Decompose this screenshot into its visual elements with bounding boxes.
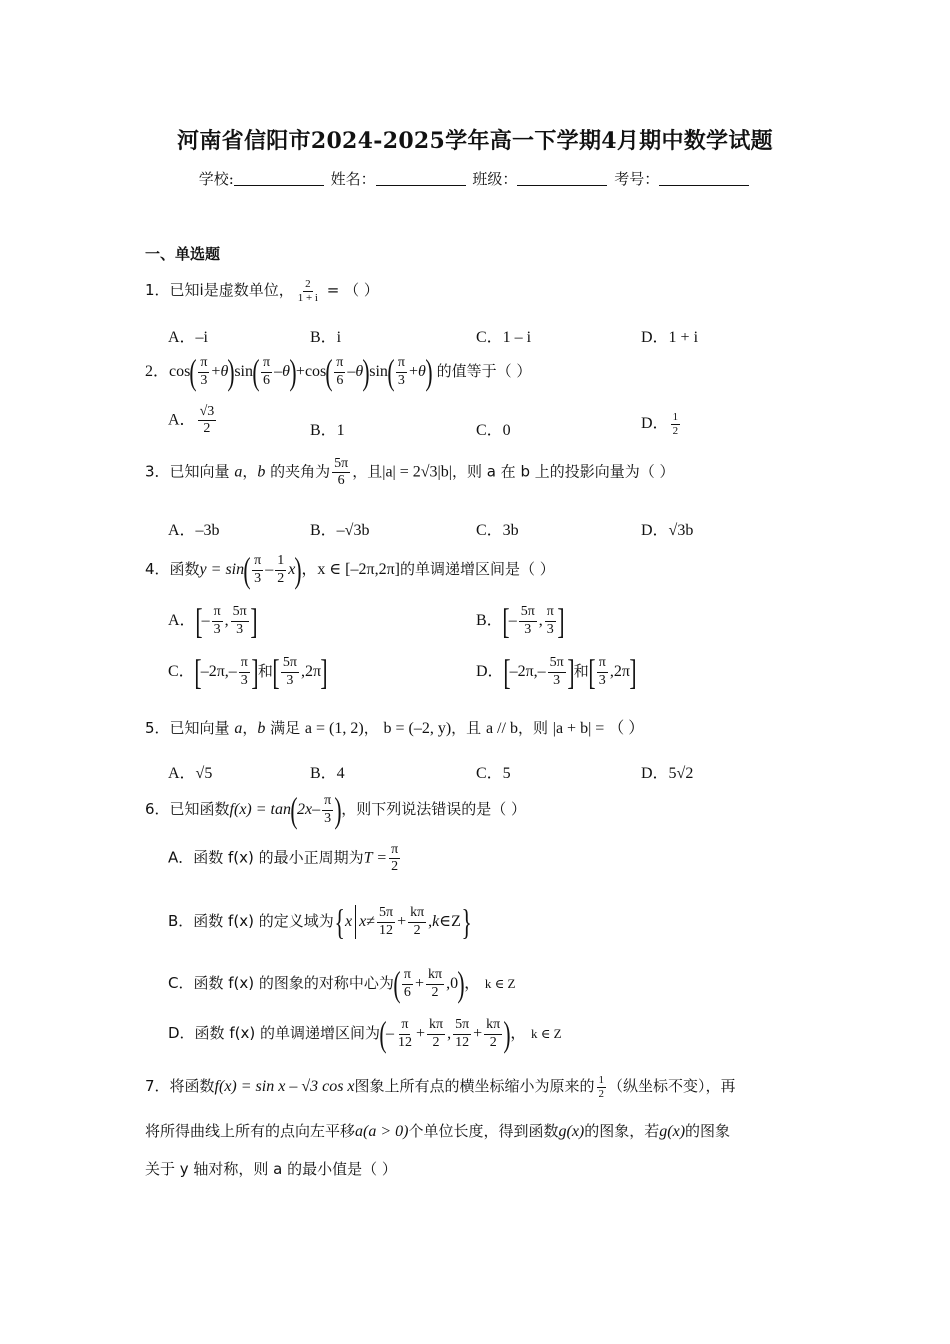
id-blank	[659, 171, 749, 186]
q5-option-b[interactable]: B．4	[310, 765, 345, 782]
q4-func: y = sin	[199, 561, 245, 578]
q4-option-a[interactable]: A．[– $\frac{\pi}{3}$ , $\frac{5\pi}{3}$ ]	[168, 601, 258, 641]
q5-prefix: 5．已知向量	[145, 719, 230, 737]
q1-frac-den: 1 + i	[297, 291, 318, 304]
q1-option-d[interactable]: D．1 + i	[641, 329, 699, 346]
q1-option-c[interactable]: C．1 – i	[476, 329, 532, 346]
q4-c-label: C．	[168, 663, 195, 680]
q6-suffix: ，则下列说法错误的是（ ）	[341, 800, 526, 818]
q7-func: f(x) = sin x – √3 cos x	[214, 1078, 355, 1096]
q4-range: ，x ∈ [–2π,2π]	[301, 561, 400, 578]
q2-option-a[interactable]	[168, 404, 218, 437]
q6-option-a[interactable]: A．函数 f(x) 的最小正周期为T = $\frac{\pi}{2}$	[168, 842, 399, 875]
q5-condition: a // b	[485, 720, 518, 737]
q3-angle-num: 5π	[332, 456, 350, 473]
q6-option-d[interactable]: D．函数 f(x) 的单调递增区间为(– $\frac{\pi}{12}$ + $\frac{k\pi}{2}$ , $\frac{5\pi}{12}$ + $\frac{k\pi}{2}$ )， k ∈ Z	[168, 1014, 562, 1054]
name-label: 姓名：	[330, 170, 376, 188]
q4-a-label: A．	[168, 612, 196, 629]
question-7-line-2	[145, 1120, 730, 1141]
q5-option-d[interactable]: D．5√2	[641, 765, 694, 782]
q7-l2-suffix: 的图象	[685, 1122, 731, 1140]
q6-func: f(x) = tan	[229, 801, 291, 818]
q5-b-value: b = (–2, y)	[383, 720, 452, 737]
page-title: 河南省信阳市2024-2025学年高一下学期4月期中数学试题	[177, 128, 773, 154]
q4-b-label: B．	[476, 612, 503, 629]
q6-prefix: 6．已知函数	[145, 800, 230, 818]
q3-condition: |a| = 2√3|b|	[382, 463, 452, 481]
q1-frac-num: 2	[305, 278, 311, 290]
school-blank	[234, 171, 324, 186]
q3-mid2: ，且	[352, 462, 383, 481]
q3-option-a[interactable]: A．–3b	[168, 522, 220, 539]
q4-d-label: D．	[476, 663, 504, 680]
q1-option-a[interactable]: A．–i	[168, 329, 209, 346]
q2-d-den: 2	[672, 424, 679, 437]
q3-option-b[interactable]: B．–√3b	[310, 522, 370, 539]
q6-a-text: A．函数 f(x) 的最小正周期为	[168, 848, 364, 867]
q7-g1: g(x)	[558, 1123, 585, 1140]
q5-option-c[interactable]: C．5	[476, 765, 511, 782]
question-7-line-3	[145, 1158, 397, 1179]
q6-d-text: D．函数 f(x) 的单调递增区间为	[168, 1024, 380, 1042]
q7-l1-mid: 图象上所有点的横坐标缩小为原来的	[354, 1077, 595, 1096]
student-info-line	[0, 168, 950, 189]
question-3: 3．已知向量 a，b 的夹角为 $\frac{5\pi}{6}$ ，且|a| = 2√3|b|，则 a 在 b 上的投影向量为（ ）	[145, 456, 675, 489]
q6-a-value: T =	[363, 849, 388, 867]
question-6: 6．已知函数f(x) = tan(2x– $\frac{\pi}{3}$ )，则下列说法错误的是（ ）	[145, 790, 526, 830]
q4-suffix: 的单调递增区间是（ ）	[399, 560, 555, 578]
q3-mid1: 的夹角为	[270, 462, 331, 481]
q7-l1-suffix: （纵坐标不变），再	[608, 1077, 736, 1096]
q7-g2: g(x)	[659, 1123, 686, 1140]
q5-mid: 满足	[270, 719, 301, 737]
q2-a-den: 2	[203, 421, 211, 437]
q7-l1-prefix: 7．将函数	[145, 1077, 215, 1096]
q2-d-num: 1	[672, 410, 679, 423]
q4-c-and: 和	[257, 662, 273, 680]
q2-d-label: D．	[641, 415, 669, 432]
class-label: 班级：	[472, 170, 518, 188]
question-7-line-1: 7．将函数f(x) = sin x – √3 cos x图象上所有点的横坐标缩小为原来的 $\frac{1}{2}$ （纵坐标不变），再	[145, 1074, 736, 1100]
id-label: 考号：	[614, 170, 660, 188]
q1-fraction	[296, 278, 320, 304]
q5-ask: |a + b| = （ ）	[552, 720, 645, 737]
q1-suffix: = （ ）	[321, 281, 379, 300]
section-heading: 一、单选题	[145, 245, 221, 263]
q2-suffix: 的值等于（ ）	[436, 362, 532, 380]
q6-b-text: B．函数 f(x) 的定义域为	[168, 912, 334, 930]
q7-a: a(a > 0)	[355, 1123, 409, 1140]
q7-l2-mid2: 的图象，若	[584, 1122, 660, 1140]
q7-l2-mid: 个单位长度，得到函数	[408, 1122, 559, 1140]
q3-option-c[interactable]: C．3b	[476, 522, 519, 539]
q2-a-label: A．	[168, 411, 196, 429]
name-blank	[376, 171, 466, 186]
q4-d-and: 和	[573, 662, 589, 680]
q7-l3: 关于 y 轴对称，则 a 的最小值是（ ）	[145, 1160, 397, 1178]
q6-c-kz: k ∈ Z	[484, 976, 516, 991]
q2-option-c[interactable]: C．0	[476, 422, 511, 439]
question-2: 2．cos( $\frac{\pi}{3}$ +θ)sin( $\frac{\pi}{6}$ –θ)+cos( $\frac{\pi}{6}$ –θ)sin( $\frac{\pi}{3}$ +θ) 的值等于（ ）	[145, 352, 532, 392]
q3-angle-den: 6	[337, 473, 345, 489]
q3-prefix: 3．已知向量	[145, 462, 230, 481]
school-label: 学校:	[198, 170, 234, 188]
q3-option-d[interactable]: D．√3b	[641, 522, 694, 539]
q4-option-d[interactable]: D．[–2π,– $\frac{5\pi}{3}$ ]和[ $\frac{\pi}{3}$ ,2π]	[476, 652, 637, 692]
q6-option-b[interactable]: B．函数 f(x) 的定义域为{x x≠ $\frac{5\pi}{12}$ + $\frac{k\pi}{2}$ ,k∈Z}	[168, 902, 472, 942]
q6-d-kz: k ∈ Z	[531, 1026, 562, 1041]
class-blank	[517, 171, 607, 186]
q4-option-c[interactable]: C．[–2π,– $\frac{\pi}{3}$ ]和[ $\frac{5\pi}{3}$ ,2π]	[168, 652, 328, 692]
q5-a-value: a = (1, 2)	[304, 720, 364, 737]
q2-option-b[interactable]: B．1	[310, 422, 345, 439]
q7-l2-prefix: 将所得曲线上所有的点向左平移	[145, 1122, 356, 1140]
q5-option-a[interactable]: A．√5	[168, 765, 213, 782]
q2-option-d[interactable]	[641, 410, 682, 437]
q6-c-text: C．函数 f(x) 的图象的对称中心为	[168, 974, 394, 992]
q2-a-num: √3	[198, 404, 217, 421]
q6-option-c[interactable]: C．函数 f(x) 的图象的对称中心为( $\frac{\pi}{6}$ + $\frac{k\pi}{2}$ ,0)， k ∈ Z	[168, 964, 516, 1004]
question-1	[145, 278, 379, 304]
q4-option-b[interactable]: B．[– $\frac{5\pi}{3}$ , $\frac{\pi}{3}$ ]	[476, 601, 565, 641]
q4-stem: 4．函数	[145, 560, 200, 578]
q3-suffix: ，则 a 在 b 上的投影向量为（ ）	[451, 462, 675, 481]
q1-option-b[interactable]: B．i	[310, 329, 342, 346]
question-4: 4．函数y = sin( $\frac{\pi}{3}$ – $\frac{1}{2}$ x)，x ∈ [–2π,2π]的单调递增区间是（ ）	[145, 550, 555, 590]
q1-stem: 1．已知i是虚数单位，	[145, 281, 294, 300]
question-5: 5．已知向量 a，b 满足 a = (1, 2)， b = (–2, y)，且 a // b，则 |a + b| = （ ）	[145, 719, 645, 737]
